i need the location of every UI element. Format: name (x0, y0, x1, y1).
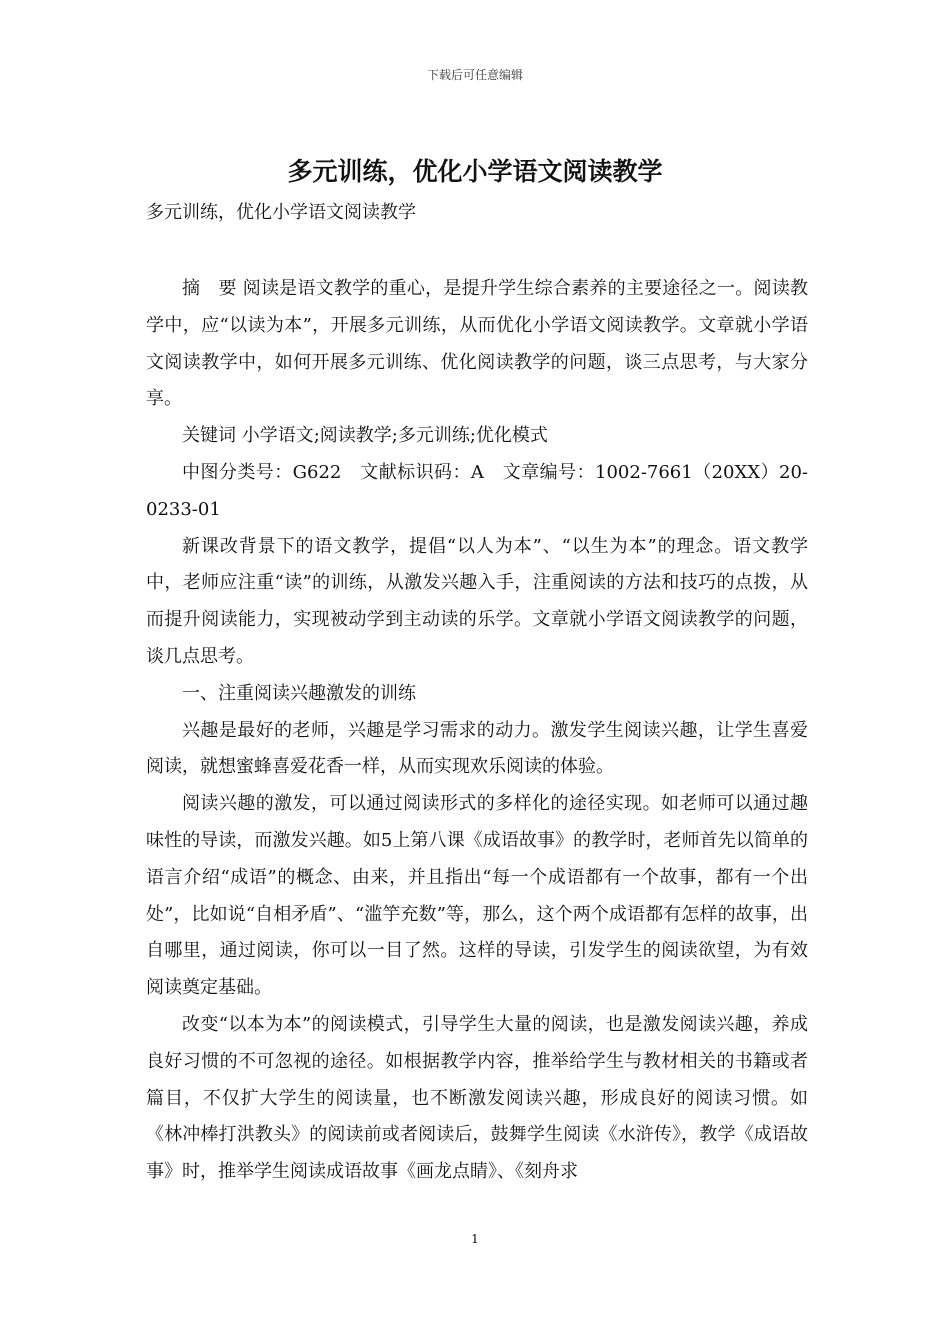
page-header-note: 下载后可任意编辑 (426, 68, 523, 82)
body-paragraph: 阅读兴趣的激发，可以通过阅读形式的多样化的途径实现。如老师可以通过趣味性的导读，而激发兴趣。如5上第八课《成语故事》的教学时，老师首先以简单的语言介绍“成语”的概念、由来，并且指出“每一个成语都有一个故事，都有一个出处”，比如说“自相矛盾”、“滥竽充数”等，那么，这个两个成语都有怎样的故事，出自哪里，通过阅读，你可以一目了然。这样的导读，引发学生的阅读欲望，为有效阅读奠定基础。 (146, 793, 808, 999)
page-number: 1 (471, 1232, 479, 1246)
body-paragraph: 兴趣是最好的老师，兴趣是学习需求的动力。激发学生阅读兴趣，让学生喜爱阅读，就想蜜蜂喜爱花香一样，从而实现欢乐阅读的体验。 (146, 719, 808, 778)
document-title: 多元训练，优化小学语文阅读教学 (287, 157, 663, 186)
section-heading: 一、注重阅读兴趣激发的训练 (182, 682, 416, 704)
document-subtitle: 多元训练，优化小学语文阅读教学 (146, 202, 416, 223)
document-body (146, 271, 808, 1191)
classification-paragraph: 中图分类号：G622 文献标识码：A 文章编号：1002-7661（20XX）20-0233-01 (146, 461, 808, 520)
keywords-paragraph: 关键词 小学语文;阅读教学;多元训练;优化模式 (182, 425, 548, 447)
abstract-paragraph: 摘 要 阅读是语文教学的重心，是提升学生综合素养的主要途径之一。阅读教学中，应“以读为本”，开展多元训练，从而优化小学语文阅读教学。文章就小学语文阅读教学中，如何开展多元训练、优化阅读教学的问题，谈三点思考，与大家分享。 (146, 278, 808, 410)
body-paragraph: 改变“以本为本”的阅读模式，引导学生大量的阅读，也是激发阅读兴趣，养成良好习惯的不可忽视的途径。如根据教学内容，推举给学生与教材相关的书籍或者篇目，不仅扩大学生的阅读量，也不断激发阅读兴趣，形成良好的阅读习惯。如《林冲棒打洪教头》的阅读前或者阅读后，鼓舞学生阅读《水浒传》，教学《成语故事》时，推举学生阅读成语故事《画龙点睛》、《刻舟求 (146, 1013, 808, 1183)
intro-paragraph: 新课改背景下的语文教学，提倡“以人为本”、“以生为本”的理念。语文教学中，老师应注重“读”的训练，从激发兴趣入手，注重阅读的方法和技巧的点拨，从而提升阅读能力，实现被动学到主动读的乐学。文章就小学语文阅读教学的问题，谈几点思考。 (146, 535, 808, 667)
